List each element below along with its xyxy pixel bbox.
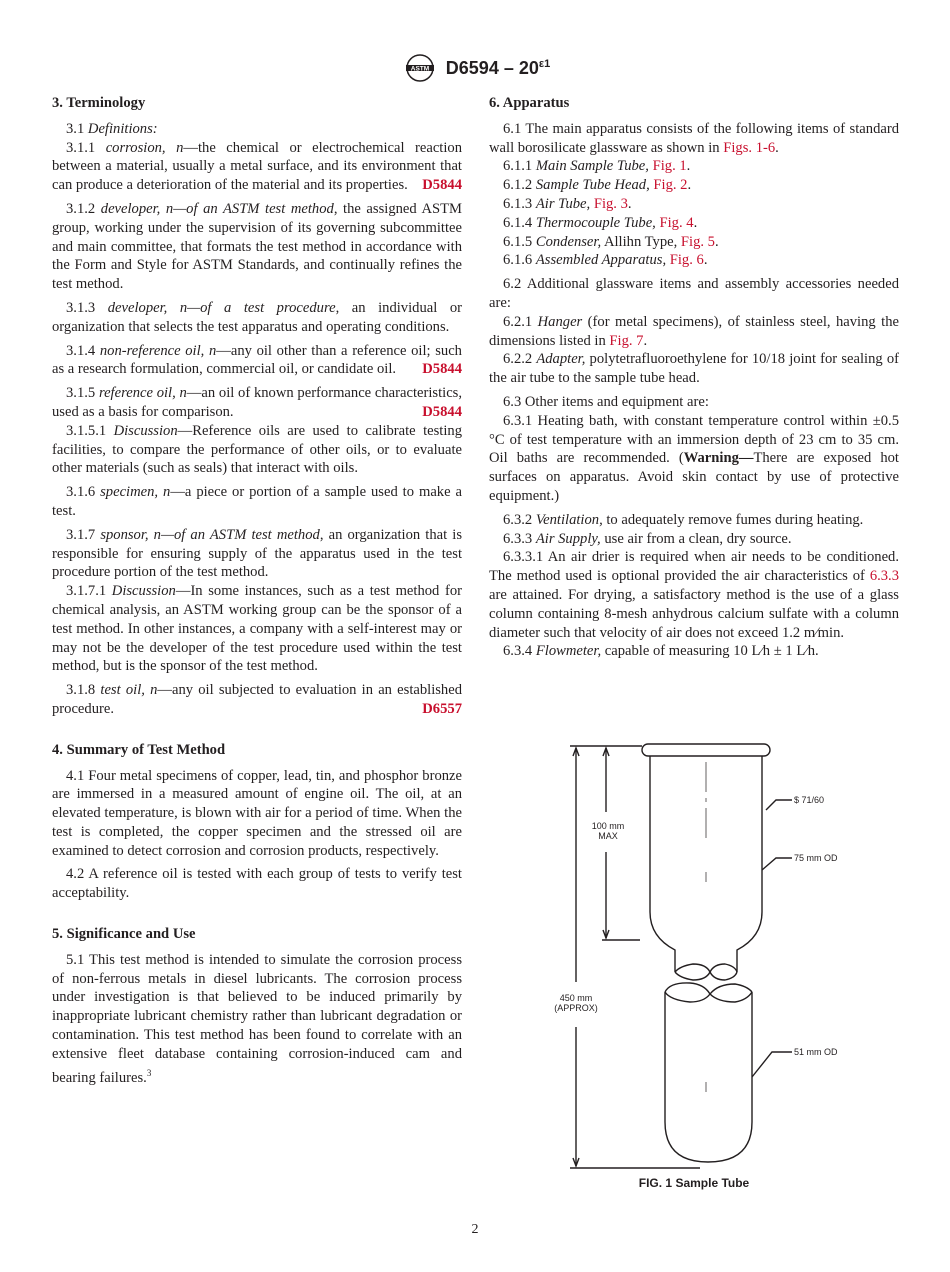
fig-link[interactable]: Fig. 7: [609, 332, 644, 349]
lower-tube-top: [665, 983, 710, 994]
od-75-label: 75 mm OD: [794, 853, 838, 863]
page-number: 2: [471, 1222, 479, 1237]
para-6-3-3: 6.3.3 Air Supply, use air from a clean, dry source.: [503, 530, 792, 547]
right-column: [489, 94, 899, 661]
section-3-title: 3. Terminology: [52, 95, 146, 111]
para-3-1-5-1: 3.1.5.1 Discussion—Reference oils are used to calibrate testing facilities, to compare the performance of other oils, or to evaluate other materials (such as seals) that interact with oils.: [52, 422, 462, 477]
logo-text: ASTM: [410, 65, 429, 73]
para-4-2: 4.2 A reference oil is tested with each group of tests to verify test acceptability.: [52, 866, 462, 902]
para-6-2-2: 6.2.2 Adapter, polytetrafluoroethylene for 10/18 joint for sealing of the air tube to the sample tube head.: [489, 351, 899, 387]
para-3-1-4: 3.1.4 non-reference oil, n—any oil other than a reference oil; such as a research formulation, commercial oil, or candidate oil. D5844: [52, 342, 462, 378]
para-6-2: 6.2 Additional glassware items and assembly accessories needed are:: [489, 276, 899, 311]
fig-link[interactable]: Fig. 5: [680, 233, 715, 250]
section-6-title: 6. Apparatus: [489, 95, 570, 111]
para-4-1: 4.1 Four metal specimens of copper, lead, tin, and phosphor bronze are immersed in a measured amount of engine oil. The oil, at an elevated temperature, is blown with air for a period of time. When the test is completed, the copper specimen and the stressed oil are examined to detect corrosion and corrosion products, respectively.: [52, 767, 462, 859]
astm-logo-icon: [400, 52, 440, 84]
para-3-1-7: 3.1.7 sponsor, n—of an ASTM test method, an organization that is responsible for ensuring supply of the apparatus used in the test procedure portion of the test method.: [52, 526, 463, 581]
ref-tag[interactable]: D5844: [422, 177, 462, 194]
dim-100-max-label: MAX: [598, 831, 618, 841]
para-6-3-1: 6.3.1 Heating bath, with constant temperature control within ±0.5 °C of test temperature with an immersion depth of 23 cm to 35 cm. Oil baths are recommended. (Warning—There are exposed hot surfaces on apparatus. Avoid skin contact by use of protective equipment.): [489, 412, 899, 504]
para-3-1-5: 3.1.5 reference oil, n—an oil of known performance characteristics, used as a basis for comparison. D5844: [52, 385, 462, 420]
para-3-1-7-1: 3.1.7.1 Discussion—In some instances, such as a test method for chemical analysis, an ASTM working group can be the sponsor of a test method. In other instances, a company with a self-interest may or may not be the developer of the test procedure used within the test method, but is the sponsor of the test method.: [52, 583, 463, 675]
ref-tag[interactable]: D5844: [422, 403, 462, 420]
para-3-1-2: 3.1.2 developer, n—of an ASTM test method, the assigned ASTM group, working under the supervision of its governing subcommittee and main committee, that formats the test method in accordance with the Form and Style for ASTM Standards, and continually refines the test method.: [52, 200, 463, 293]
para-6-3-2: 6.3.2 Ventilation, to adequately remove fumes during heating.: [503, 511, 864, 528]
para-5-1: 5.1 This test method is intended to simulate the corrosion process of non-ferrous metals in diesel lubricants. The corrosion process under investigation is that believed to be induced primarily by inappropriate lubricant chemistry rather than lubricant degradation or contamination. This test method has been found to correlate with an extensive fleet database containing corrosion-induced cam and bearing failures.$^3$: [52, 951, 462, 1086]
od-51-label: 51 mm OD: [794, 1047, 838, 1057]
para-6-3: 6.3 Other items and equipment are:: [503, 393, 709, 410]
page-header: [0, 52, 950, 84]
para-3-1-3: 3.1.3 developer, n—of a test procedure, an individual or organization that selects the test apparatus and operating conditions.: [52, 299, 462, 335]
fig-link[interactable]: Fig. 4: [659, 214, 694, 231]
para-3-1-6: 3.1.6 specimen, n—a piece or portion of a sample used to make a test.: [52, 484, 462, 519]
figs-link[interactable]: Figs. 1-6: [723, 139, 776, 156]
section-4-title: 4. Summary of Test Method: [52, 741, 226, 758]
para-6-1-4: 6.1.4 Thermocouple Tube, Fig. 4.: [503, 214, 698, 231]
figure-caption: FIG. 1 Sample Tube: [638, 1176, 750, 1190]
tube-rim: [642, 744, 770, 756]
para-6-1-6: 6.1.6 Assembled Apparatus, Fig. 6.: [503, 252, 708, 269]
dim-450-approx-label: (APPROX): [554, 1003, 598, 1013]
left-column: [52, 94, 462, 1087]
para-6-3-3-1: 6.3.3.1 An air drier is required when air needs to be conditioned. The method used is optional provided the air characteristics of 6.3.3 are attained. For drying, a satisfactory method is the use of a glass column containing 8-mesh anhydrous calcium sulfate with a column diameter such that velocity of air does not exceed 1.2 m⁄min.: [489, 549, 899, 641]
footnote-marker: 3: [146, 1067, 152, 1078]
dim-450-label: 450 mm: [559, 993, 593, 1003]
ref-tag[interactable]: D5844: [422, 361, 462, 378]
para-6-1: 6.1 The main apparatus consists of the following items of standard wall borosilicate glassware as shown in Figs. 1-6.: [489, 120, 899, 156]
section-link[interactable]: 6.3.3: [869, 568, 899, 585]
joint-label: $ 71/60: [794, 795, 825, 805]
lower-tube-body: [665, 992, 752, 1162]
para-6-2-1: 6.2.1 Hanger (for metal specimens), of stainless steel, having the dimensions listed in Fig. 7.: [489, 313, 899, 349]
para-3-1-1: 3.1.1 corrosion, n—the chemical or electrochemical reaction between a material, usually a metal surface, and its environment that can produce a deterioration of the material and its properties. D5844: [52, 139, 463, 194]
para-6-3-4: 6.3.4 Flowmeter, capable of measuring 10 L⁄h ± 1 L⁄h.: [503, 643, 819, 660]
para-6-1-2: 6.1.2 Sample Tube Head, Fig. 2.: [503, 177, 692, 194]
document-designation: $D6594 - 20^{\varepsilon 1}$: [445, 57, 551, 78]
para-6-1-5: 6.1.5 Condenser, Allihn Type, Fig. 5.: [503, 233, 719, 250]
upper-tube-left: [650, 756, 675, 972]
sample-tube-figure: [530, 732, 850, 1172]
ref-tag[interactable]: D6557: [422, 700, 462, 717]
dim-100-label: 100 mm: [591, 821, 625, 831]
fig-link[interactable]: Fig. 2: [653, 177, 688, 194]
upper-tube-right: [737, 756, 762, 972]
para-6-1-1: 6.1.1 Main Sample Tube, Fig. 1.: [503, 158, 691, 175]
para-3-1: 3.1 Definitions:: [66, 120, 158, 137]
para-3-1-8: 3.1.8 test oil, n—any oil subjected to evaluation in an established procedure. D6557: [52, 682, 463, 717]
section-5-title: 5. Significance and Use: [52, 926, 196, 943]
para-6-1-3: 6.1.3 Air Tube, Fig. 3.: [503, 195, 632, 212]
fig-link[interactable]: Fig. 3: [593, 195, 628, 212]
fig-link[interactable]: Fig. 1: [652, 158, 687, 175]
fig-link[interactable]: Fig. 6: [669, 252, 704, 269]
